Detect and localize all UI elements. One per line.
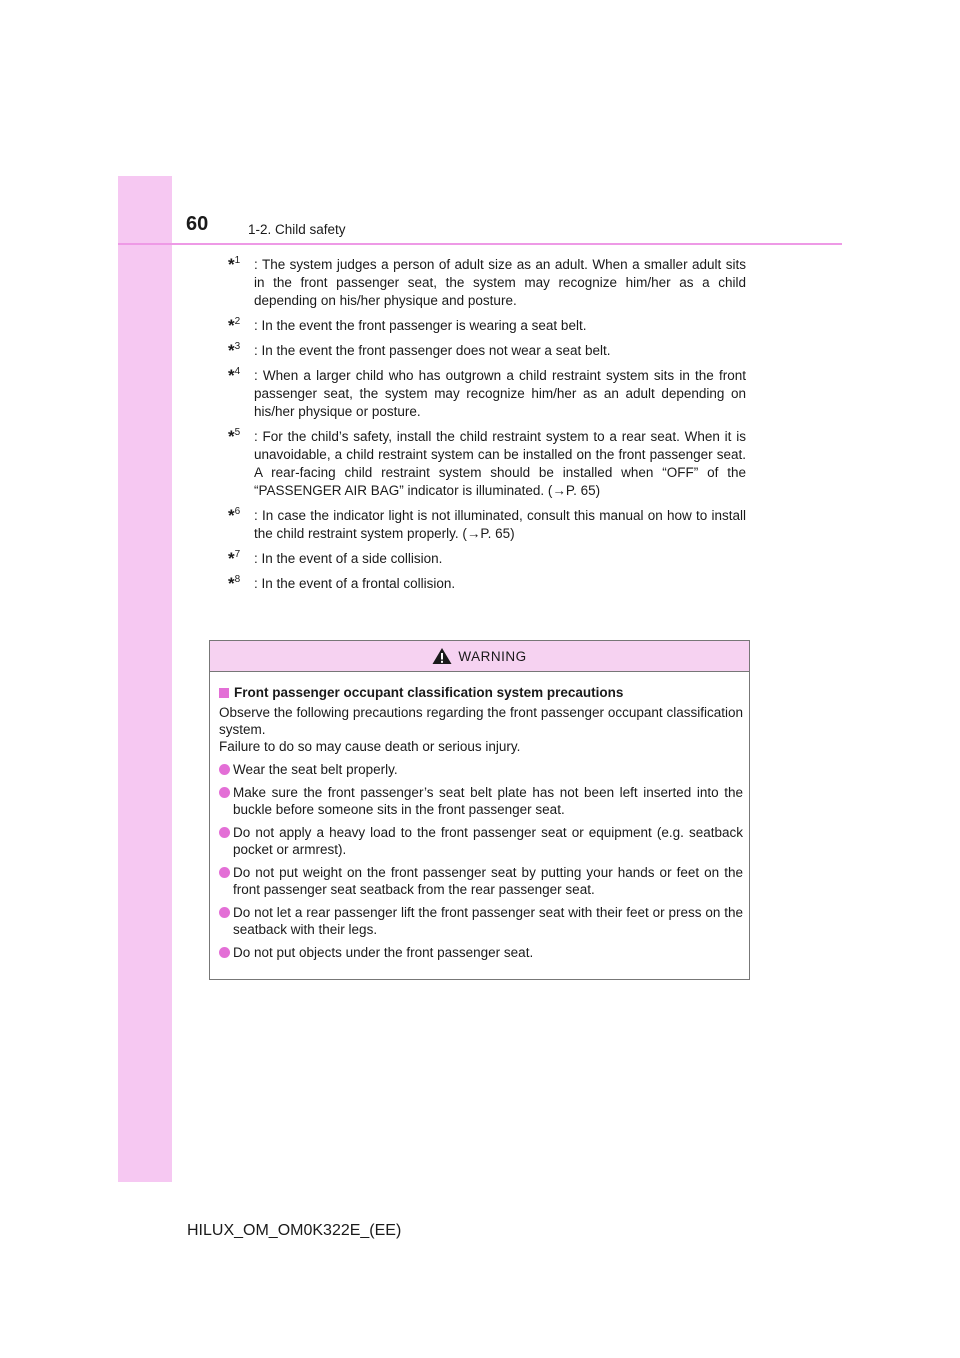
warning-title: WARNING <box>458 648 527 664</box>
footnote-marker: *$^1$ <box>228 255 241 274</box>
warning-bullet-text: Do not let a rear passenger lift the front passenger seat with their feet or press on the seatback with their legs. <box>233 905 743 937</box>
footnote-marker: *$^8$ <box>228 574 241 593</box>
footnote-text: : The system judges a person of adult size as an adult. When a smaller adult sits in the front passenger seat, the system may recognize him/her as a child depending on his/her physique and posture. <box>254 257 746 308</box>
circle-bullet-icon <box>219 764 230 775</box>
footnote-marker: *$^7$ <box>228 549 241 568</box>
warning-heading <box>219 684 743 701</box>
asterisk-icon: * <box>228 316 235 335</box>
warning-bullet-text: Do not put objects under the front passenger seat. <box>233 945 534 960</box>
warning-bullet-text: Do not apply a heavy load to the front passenger seat or equipment (e.g. seatback pocket or armrest). <box>233 825 743 857</box>
footnote-marker: *$^2$ <box>228 316 241 335</box>
circle-bullet-icon <box>219 827 230 838</box>
warning-heading-text: Front passenger occupant classification system precautions <box>234 685 624 700</box>
warning-bullet <box>219 824 743 858</box>
chapter-sidebar-tab <box>118 176 172 1182</box>
circle-bullet-icon <box>219 947 230 958</box>
warning-bullet-text: Make sure the front passenger’s seat belt plate has not been left inserted into the buckle before someone sits in the front passenger seat. <box>233 785 743 817</box>
asterisk-icon: * <box>228 427 235 446</box>
warning-bullet <box>219 864 743 898</box>
footnote-item <box>228 367 746 421</box>
warning-intro: Observe the following precautions regarding the front passenger occupant classification system. <box>219 705 743 737</box>
warning-body <box>210 672 749 961</box>
footnote-item <box>228 428 746 500</box>
section-title: 1-2. Child safety <box>248 222 346 237</box>
warning-bullet-text: Wear the seat belt properly. <box>233 762 398 777</box>
footnote-text: : In the event the front passenger is wearing a seat belt. <box>254 318 587 333</box>
circle-bullet-icon <box>219 867 230 878</box>
asterisk-icon: * <box>228 506 235 525</box>
asterisk-icon: * <box>228 341 235 360</box>
footnote-text: : In case the indicator light is not illuminated, consult this manual on how to install the child restraint system properly. (→P. 65) <box>254 508 746 541</box>
asterisk-icon: * <box>228 549 235 568</box>
header-divider <box>118 243 842 245</box>
footnote-item <box>228 507 746 543</box>
footnote-item <box>228 256 746 310</box>
circle-bullet-icon <box>219 907 230 918</box>
footnote-marker: *$^4$ <box>228 366 241 385</box>
asterisk-icon: * <box>228 255 235 274</box>
circle-bullet-icon <box>219 787 230 798</box>
footnote-item <box>228 342 746 360</box>
warning-bullet-text: Do not put weight on the front passenger seat by putting your hands or feet on the front passenger seat seatback from the rear passenger seat. <box>233 865 743 897</box>
warning-bullet <box>219 944 743 961</box>
warning-bullet <box>219 761 743 778</box>
footnote-item <box>228 550 746 568</box>
footnote-item <box>228 575 746 593</box>
footnote-text: : For the child’s safety, install the child restraint system to a rear seat. When it is unavoidable, a child restraint system can be installed on the front passenger seat. A rear-facing child restraint system should be installed when “OFF” of the “PASSENGER AIR BAG” indicator is illuminated. (→P. 65) <box>254 429 746 498</box>
warning-box <box>209 640 750 980</box>
footnote-list <box>228 256 746 600</box>
asterisk-icon: * <box>228 574 235 593</box>
footnote-marker: *$^3$ <box>228 341 241 360</box>
footnote-text: : In the event of a side collision. <box>254 551 443 566</box>
page-number: 60 <box>186 213 209 235</box>
footnote-text: : When a larger child who has outgrown a child restraint system sits in the front passenger seat, the system may recognize him/her as an adult depending on his/her physique or posture. <box>254 368 746 419</box>
asterisk-icon: * <box>228 366 235 385</box>
warning-bullet-list <box>219 761 743 961</box>
warning-bullet <box>219 904 743 938</box>
footnote-marker: *$^5$ <box>228 427 241 446</box>
warning-triangle-icon <box>432 647 452 665</box>
footnote-marker: *$^6$ <box>228 506 241 525</box>
manual-code-footer: HILUX_OM_OM0K322E_(EE) <box>187 1222 402 1239</box>
footnote-text: : In the event of a frontal collision. <box>254 576 456 591</box>
warning-bullet <box>219 784 743 818</box>
square-bullet-icon <box>219 688 229 698</box>
warning-header <box>210 641 749 672</box>
footnote-item <box>228 317 746 335</box>
warning-consequence: Failure to do so may cause death or serious injury. <box>219 739 521 754</box>
footnote-text: : In the event the front passenger does not wear a seat belt. <box>254 343 611 358</box>
